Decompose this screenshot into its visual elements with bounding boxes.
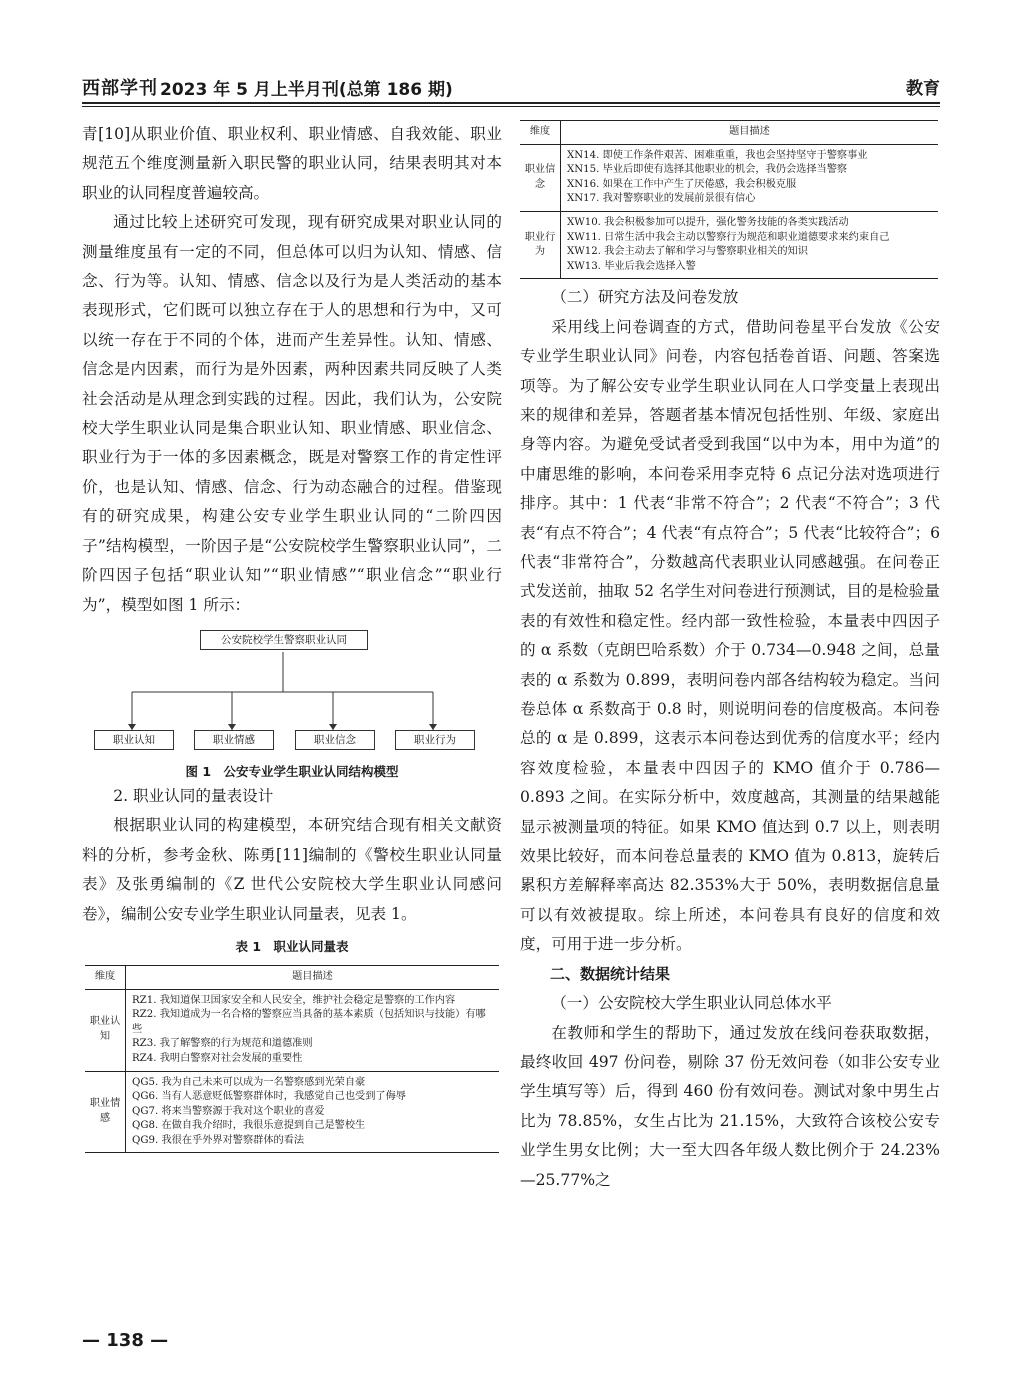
- running-header: [82, 74, 940, 102]
- table-item: RZ3. 我了解警察的行为规范和道德准则: [132, 1038, 313, 1050]
- subsection-heading: （二）研究方法及问卷发放: [551, 288, 739, 307]
- table-header-dimension: 维度: [520, 121, 561, 145]
- table-items-cell: [126, 1071, 500, 1153]
- table-dimension-cell: 职业信念: [520, 144, 561, 211]
- section-heading: 二、数据统计结果: [550, 964, 671, 983]
- journal-logo: 西部学刊: [82, 78, 158, 99]
- table-item: XN15. 毕业后即使有选择其他职业的机会，我仍会选择当警察: [567, 164, 848, 176]
- table-dimension-cell: 职业认知: [85, 989, 126, 1071]
- table-items-cell: [561, 211, 939, 278]
- table-item: QG5. 我为自己未来可以成为一名警察感到光荣自豪: [132, 1076, 366, 1088]
- table-header-description: 题目描述: [126, 965, 500, 989]
- paragraph: 通过比较上述研究可发现，现有研究成果对职业认同的测量维度虽有一定的不同，但总体可以归为认知、情感、信念、行为等。认知、情感、信念以及行为是人类活动的基本表现形式，它们既可以独立存在于人的思想和行为中，又可以统一存在于不同的个体，进而产生差异性。认知、情感、信念是内因素，而行为是外因素，两种因素共同反映了人类社会活动是从理念到实践的过程。因此，我们认为，公安院校大学生职业认同是集合职业认知、职业情感、职业信念、职业行为于一体的多因素概念，既是对警察工作的肯定性评价，也是认知、情感、信念、行为动态融合的过程。借鉴现有的研究成果，构建公安专业学生职业认同的“二阶四因子”结构模型，一阶因子是“公安院校学生警察职业认同”，二阶四因子包括“职业认知”“职业情感”“职业信念”“职业行为”，模型如图 1 所示：: [82, 213, 502, 614]
- issue-info: 2023 年 5 月上半月刊(总第 186 期): [160, 80, 453, 100]
- left-column: [82, 120, 502, 1153]
- table-items-cell: [126, 989, 500, 1071]
- table-item: XW10. 我会积极参加可以提升，强化警务技能的各类实践活动: [567, 216, 849, 228]
- table-item: XW11. 日常生活中我会主动以警察行为规范和职业道德要求来约束自己: [567, 231, 890, 243]
- section-heading: 2. 职业认同的量表设计: [113, 786, 274, 805]
- table-item: QG6. 当有人恶意贬低警察群体时，我感觉自己也受到了侮辱: [132, 1091, 406, 1103]
- paragraph: 采用线上问卷调查的方式，借助问卷星平台发放《公安专业学生职业认同》问卷，内容包括卷首语、问题、答案选项等。为了解公安专业学生职业认同在人口学变量上表现出来的规律和差异，答题者基本情况包括性别、年级、家庭出身等内容。为避免受试者受到我国“以中为本，用中为道”的中庸思维的影响，本问卷采用李克特 6 点记分法对选项进行排序。其中：1 代表“非常不符合”；2 代表“不符合”；3 代表“有点不符合”；4 代表“有点符合”；5 代表“比较符合”；6 代表“非常符合”，分数越高代表职业认同感越强。在问卷正式发送前，抽取 52 名学生对问卷进行预测试，目的是检验量表的有效性和稳定性。经内部一致性检验，本量表中四因子的 α 系数（克朗巴哈系数）介于 0.734—0.948 之间，总量表的 α 系数为 0.899，表明问卷内部各结构较为稳定。当问卷总体 α 系数高于 0.8 时，则说明问卷的信度极高。本问卷总的 α 是 0.899，这表示本问卷达到优秀的信度水平；经内容效度检验，本量表中四因子的 KMO 值介于 0.786—0.893 之间。在实际分析中，效度越高，其测量的结果越能显示被测量项的特征。如果 KMO 值达到 0.7 以上，则表明效果比较好，而本问卷总量表的 KMO 值为 0.813，旋转后累积方差解释率高达 82.353%大于 50%，表明数据信息量可以有效被提取。综上所述，本问卷具有良好的信度和效度，可用于进一步分析。: [520, 317, 940, 954]
- table-item: XW13. 毕业后我会选择入警: [567, 260, 696, 272]
- section-name: 教育: [906, 79, 940, 99]
- table-item: QG7. 将来当警察源于我对这个职业的喜爱: [132, 1105, 325, 1117]
- table-item: RZ1. 我知道保卫国家安全和人民安全，维护社会稳定是警察的工作内容: [132, 994, 456, 1006]
- table-item: XN14. 即使工作条件艰苦、困难重重，我也会坚持坚守于警察事业: [567, 149, 868, 161]
- model-top-node: 公安院校学生警察职业认同: [200, 630, 368, 650]
- model-node-cognition: 职业认知: [94, 730, 174, 750]
- table-item: RZ4. 我明白警察对社会发展的重要性: [132, 1052, 303, 1064]
- table-dimension-cell: 职业情感: [85, 1071, 126, 1153]
- header-rule-thin: [82, 106, 940, 107]
- table-header-dimension: 维度: [85, 965, 126, 989]
- table-caption: 表 1 职业认同量表: [235, 938, 349, 954]
- paragraph: 青[10]从职业价值、职业权利、职业情感、自我效能、职业规范五个维度测量新入职民警的职业认同，结果表明其对本职业的认同程度普遍较高。: [82, 125, 502, 202]
- table-item: XN16. 如果在工作中产生了厌倦感，我会积极克服: [567, 178, 797, 190]
- table-item: XW12. 我会主动去了解和学习与警察职业相关的知识: [567, 246, 808, 258]
- table-dimension-cell: 职业行为: [520, 211, 561, 278]
- model-node-emotion: 职业情感: [194, 730, 274, 750]
- table-header-description: 题目描述: [561, 121, 939, 145]
- page-number: — 138 —: [82, 1330, 169, 1351]
- table-item: XN17. 我对警察职业的发展前景很有信心: [567, 193, 756, 205]
- structure-model-figure: [82, 626, 502, 754]
- scale-table-part2: [520, 120, 938, 279]
- subsection-heading: （一）公安院校大学生职业认同总体水平: [551, 994, 832, 1013]
- paragraph: 根据职业认同的构建模型，本研究结合现有相关文献资料的分析，参考金秋、陈勇[11]编制的《警校生职业认同量表》及张勇编制的《Z 世代公安院校大学生职业认同感问卷》，编制公安专业学生职业认同量表，见表 1。: [82, 816, 502, 923]
- table-items-cell: [561, 144, 939, 211]
- scale-table-part1: [85, 965, 499, 1154]
- table-item: RZ2. 我知道成为一名合格的警察应当具备的基本素质（包括知识与技能）有哪些: [132, 1009, 486, 1035]
- header-rule: [82, 102, 940, 104]
- paragraph: 在教师和学生的帮助下，通过发放在线问卷获取数据，最终收回 497 份问卷，剔除 37 份无效问卷（如非公安专业学生填写等）后，得到 460 份有效问卷。测试对象中男生占比为 78.85%，女生占比为 21.15%，大致符合该校公安专业学生男女比例；大一至大四各年级人数比例介于 24.23%—25.77%之: [520, 1023, 940, 1189]
- right-column: [520, 120, 940, 1195]
- table-item: QG8. 在做自我介绍时，我很乐意提到自己是警校生: [132, 1120, 366, 1132]
- model-node-behavior: 职业行为: [395, 730, 475, 750]
- table-item: QG9. 我很在乎外界对警察群体的看法: [132, 1134, 305, 1146]
- model-node-belief: 职业信念: [295, 730, 375, 750]
- figure-caption: 图 1 公安专业学生职业认同结构模型: [185, 763, 399, 779]
